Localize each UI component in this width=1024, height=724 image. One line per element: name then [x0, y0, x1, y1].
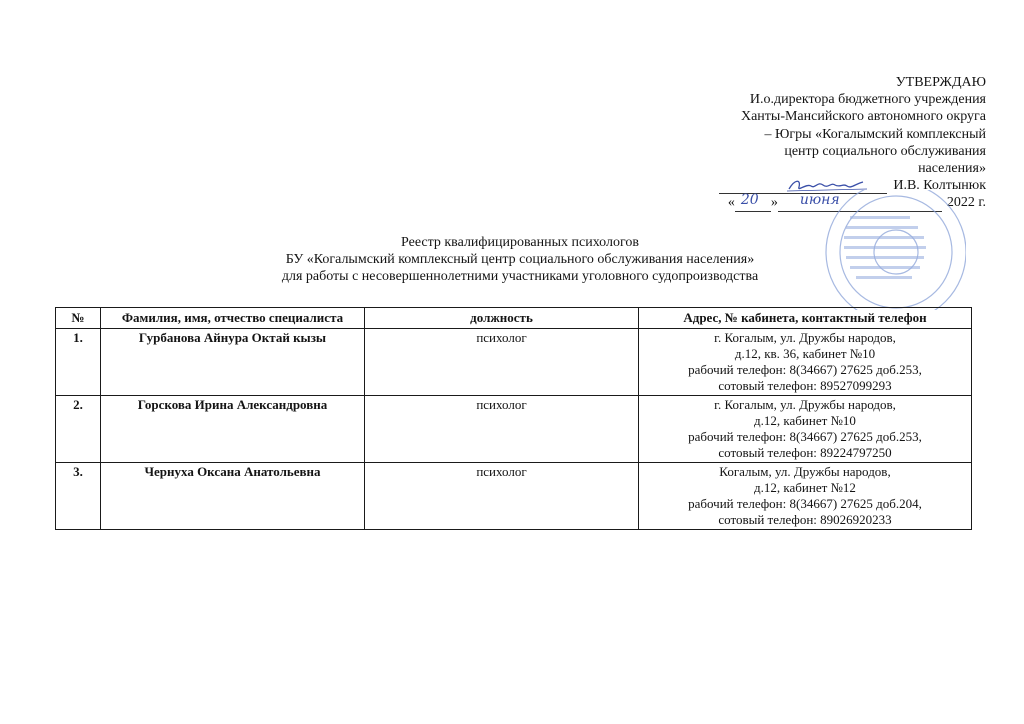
approval-line: И.о.директора бюджетного учреждения [749, 92, 986, 108]
approval-line: населения» [918, 161, 986, 177]
table-row [56, 396, 972, 463]
specialist-position: психолог [365, 396, 639, 463]
row-number: 2. [56, 396, 101, 463]
title-line: БУ «Когалымский комплексный центр социального обслуживания населения» [285, 252, 755, 267]
specialist-name: Горскова Ирина Александровна [101, 396, 365, 463]
address-line: д.12, кабинет №10 [754, 413, 856, 428]
specialist-position: психолог [365, 463, 639, 530]
address-line: г. Когалым, ул. Дружбы народов, [714, 397, 896, 412]
table-row [56, 463, 972, 530]
date-year: 2022 г. [946, 195, 986, 211]
address-line: г. Когалым, ул. Дружбы народов, [714, 330, 896, 345]
psychologists-table [55, 307, 972, 530]
approval-line: – Югры «Когалымский комплексный [764, 126, 986, 142]
table-row [56, 329, 972, 396]
address-line: Когалым, ул. Дружбы народов, [719, 464, 891, 479]
approval-line: Ханты-Мансийского автономного округа [740, 109, 986, 125]
header-address: Адрес, № кабинета, контактный телефон [639, 308, 972, 329]
title-line: Реестр квалифицированных психологов [401, 235, 639, 250]
work-phone: рабочий телефон: 8(34667) 27625 доб.253, [688, 429, 922, 444]
date-month: июня [799, 192, 840, 209]
row-number: 1. [56, 329, 101, 396]
specialist-address [639, 329, 972, 396]
specialist-position: психолог [365, 329, 639, 396]
title-line: для работы с несовершеннолетними участниками уголовного судопроизводства [281, 269, 759, 284]
approval-line: центр социального обслуживания [784, 143, 986, 159]
specialist-address [639, 463, 972, 530]
date-day: 20 [740, 192, 759, 209]
specialist-name: Чернуха Оксана Анатольевна [101, 463, 365, 530]
date-day-field [735, 192, 771, 212]
approval-heading: УТВЕРЖДАЮ [895, 75, 986, 90]
signer-name: И.В. Колтынюк [893, 178, 986, 194]
document-title [200, 234, 840, 285]
date-close-quote: » [770, 195, 778, 211]
address-line: д.12, кв. 36, кабинет №10 [734, 346, 876, 361]
mobile-phone: сотовый телефон: 89527099293 [718, 378, 892, 393]
row-number: 3. [56, 463, 101, 530]
mobile-phone: сотовый телефон: 89026920233 [718, 512, 892, 527]
work-phone: рабочий телефон: 8(34667) 27625 доб.204, [688, 496, 922, 511]
specialist-address [639, 396, 972, 463]
header-position: должность [365, 308, 639, 329]
date-open-quote: « [727, 195, 735, 211]
header-number: № [56, 308, 101, 329]
specialist-name: Гурбанова Айнура Октай кызы [101, 329, 365, 396]
work-phone: рабочий телефон: 8(34667) 27625 доб.253, [688, 362, 922, 377]
header-full-name: Фамилия, имя, отчество специалиста [101, 308, 365, 329]
mobile-phone: сотовый телефон: 89224797250 [718, 445, 892, 460]
address-line: д.12, кабинет №12 [754, 480, 856, 495]
table-header-row [56, 308, 972, 329]
